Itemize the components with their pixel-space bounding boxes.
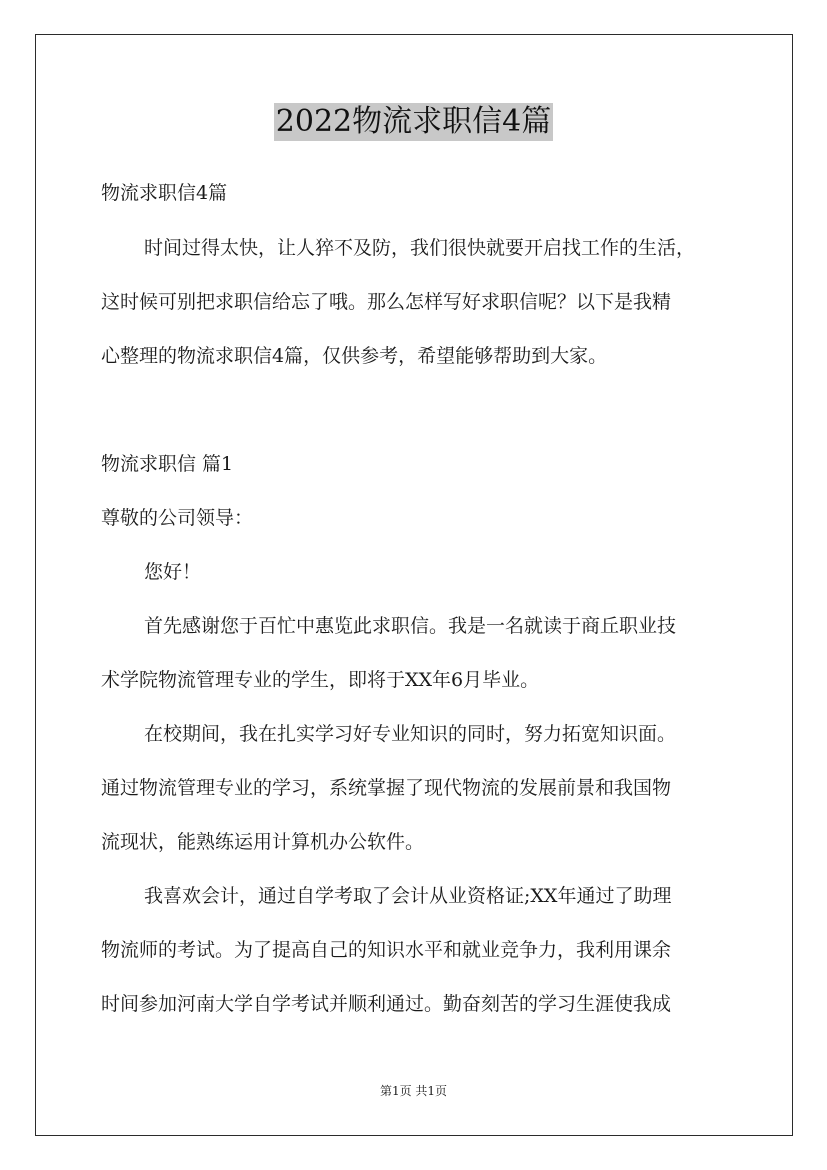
document-subtitle: 物流求职信4篇 (101, 182, 228, 204)
paragraph-line: 通过物流管理专业的学习，系统掌握了现代物流的发展前景和我国物 (101, 777, 672, 799)
salutation: 尊敬的公司领导： (101, 507, 254, 529)
intro-line: 心整理的物流求职信4篇，仅供参考，希望能够帮助到大家。 (101, 345, 608, 367)
paragraph-line: 在校期间，我在扎实学习好专业知识的同时，努力拓宽知识面。 (144, 723, 677, 745)
paragraph-line: 首先感谢您于百忙中惠览此求职信。我是一名就读于商丘职业技 (144, 615, 677, 637)
paragraph-line: 术学院物流管理专业的学生，即将于XX年6月毕业。 (101, 669, 540, 691)
paragraph-line: 我喜欢会计，通过自学考取了会计从业资格证;XX年通过了助理 (144, 885, 672, 907)
document-title: 2022物流求职信4篇 (275, 104, 552, 139)
section-heading: 物流求职信 篇1 (101, 453, 234, 475)
intro-line: 时间过得太快，让人猝不及防，我们很快就要开启找工作的生活， (144, 237, 696, 259)
title-container (0, 103, 827, 141)
paragraph-line: 流现状，能熟练运用计算机办公软件。 (101, 831, 425, 853)
paragraph-line: 物流师的考试。为了提高自己的知识水平和就业竞争力，我利用课余 (101, 939, 672, 961)
paragraph-line: 时间参加河南大学自学考试并顺利通过。勤奋刻苦的学习生涯使我成 (101, 993, 672, 1015)
greeting: 您好！ (144, 561, 202, 583)
page-footer: 第1页 共1页 (379, 1084, 448, 1098)
intro-line: 这时候可别把求职信给忘了哦。那么怎样写好求职信呢？以下是我精 (101, 291, 672, 313)
